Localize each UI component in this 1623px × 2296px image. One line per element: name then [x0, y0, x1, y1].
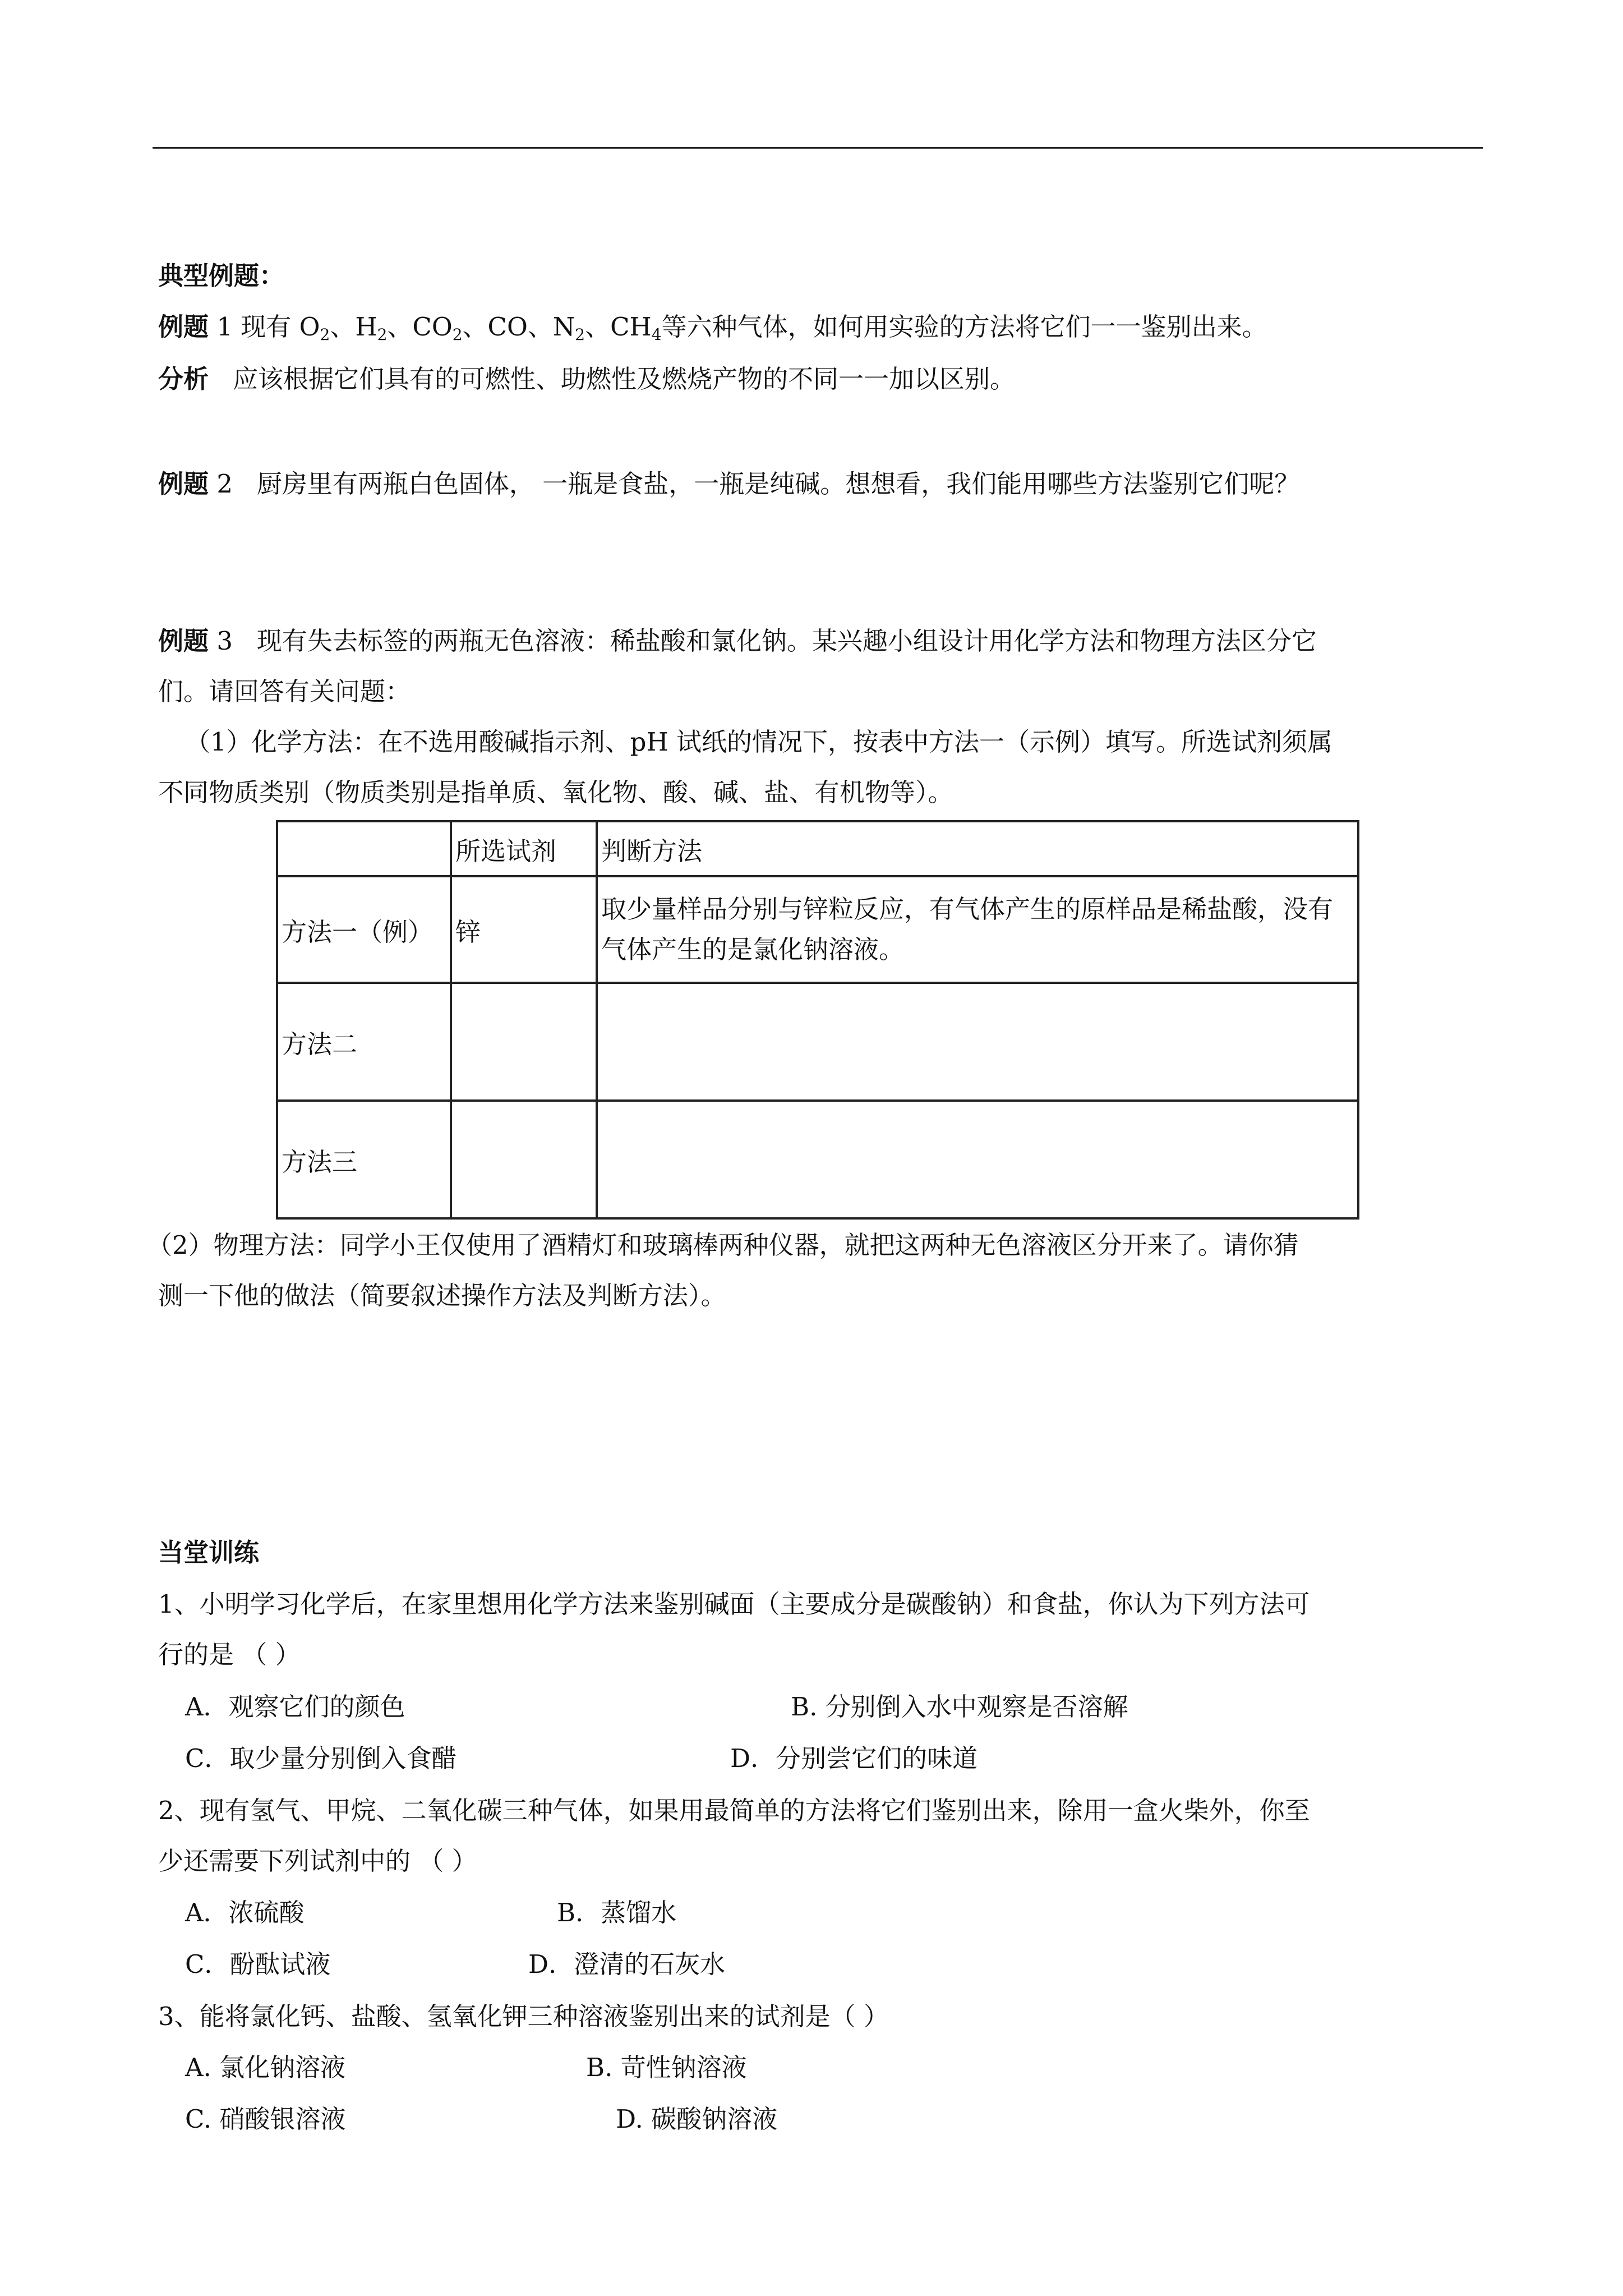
- example-1-text: 等六种气体，如何用实验的方法将它们一一鉴别出来。: [661, 312, 1267, 342]
- example-1-text: 、H: [330, 312, 377, 342]
- sub: 2: [575, 325, 585, 344]
- table-header-row: [277, 821, 1358, 876]
- question-1-option-a: A．观察它们的颜色: [185, 1692, 405, 1722]
- table-cell: 取少量样品分别与锌粒反应，有气体产生的原样品是稀盐酸，没有气体产生的是氯化钠溶液。: [597, 876, 1358, 983]
- table-header-cell: 判断方法: [597, 821, 1358, 876]
- example-3-text-cont: 们。请回答有关问题：: [158, 677, 411, 706]
- question-2-stem: 2、现有氢气、甲烷、二氧化碳三种气体，如果用最简单的方法将它们鉴别出来，除用一盒火柴外，你至: [158, 1796, 1310, 1825]
- table-cell-answer[interactable]: [451, 983, 597, 1101]
- example-3-label: 例题: [158, 626, 209, 656]
- table-cell: 方法三: [277, 1101, 451, 1218]
- question-3-option-d: D. 碳酸钠溶液: [616, 2104, 778, 2134]
- example-1-text: 、CH: [585, 312, 652, 342]
- table-header-cell: [277, 821, 451, 876]
- question-1-option-b: B. 分别倒入水中观察是否溶解: [791, 1692, 1128, 1722]
- question-2-option-b: B．蒸馏水: [557, 1898, 677, 1927]
- table-cell-answer[interactable]: [597, 1101, 1358, 1218]
- sub: 4: [651, 325, 662, 344]
- question-2-option-c: C．酚酞试液: [185, 1949, 331, 1979]
- example-3: [158, 624, 1317, 658]
- example-2-num: 2: [216, 469, 233, 499]
- analysis-text: 应该根据它们具有的可燃性、助燃性及燃烧产物的不同一一加以区别。: [232, 364, 1015, 394]
- example-2-text: 厨房里有两瓶白色固体， 一瓶是食盐，一瓶是纯碱。想想看，我们能用哪些方法鉴别它们呢？: [256, 469, 1300, 499]
- question-1-option-c: C．取少量分别倒入食醋: [185, 1743, 457, 1773]
- table-row: [277, 876, 1358, 983]
- example-2: [158, 467, 1299, 501]
- example-1-num: 1: [216, 312, 233, 342]
- sub: 2: [320, 325, 330, 344]
- question-2-stem-cont: 少还需要下列试剂中的 （ ）: [158, 1846, 477, 1876]
- question-3-option-a: A. 氯化钠溶液: [185, 2053, 346, 2082]
- section-heading-examples: 典型例题：: [158, 261, 285, 291]
- question-3-option-b: B. 苛性钠溶液: [586, 2053, 747, 2082]
- question-1-stem: 1、小明学习化学后，在家里想用化学方法来鉴别碱面（主要成分是碳酸钠）和食盐，你认为下列方法可: [158, 1589, 1310, 1619]
- example-1: [158, 310, 1267, 352]
- question-3-option-c: C. 硝酸银溶液: [185, 2104, 346, 2134]
- table-cell-answer[interactable]: [451, 1101, 597, 1218]
- methods-table: [276, 820, 1359, 1220]
- example-1-text: 、CO: [387, 312, 453, 342]
- table-cell: 锌: [451, 876, 597, 983]
- table-row: [277, 983, 1358, 1101]
- example-3-num: 3: [216, 626, 233, 656]
- question-1-option-d: D．分别尝它们的味道: [730, 1743, 978, 1773]
- example-2-label: 例题: [158, 469, 209, 499]
- example-3-text: 现有失去标签的两瓶无色溶液：稀盐酸和氯化钠。某兴趣小组设计用化学方法和物理方法区分它: [256, 626, 1317, 656]
- table-cell-answer[interactable]: [597, 983, 1358, 1101]
- example-3-part2: （2）物理方法：同学小王仅使用了酒精灯和玻璃棒两种仪器，就把这两种无色溶液区分开来了。请你猜: [147, 1230, 1299, 1260]
- question-1-stem-cont: 行的是 （ ）: [158, 1640, 301, 1669]
- section-heading-practice: 当堂训练: [158, 1538, 260, 1567]
- analysis-label: 分析: [158, 364, 209, 394]
- table-row: [277, 1101, 1358, 1218]
- header-rule: [153, 147, 1483, 149]
- example-1-label: 例题: [158, 312, 209, 342]
- sub: 2: [452, 325, 463, 344]
- example-3-part1-cont: 不同物质类别（物质类别是指单质、氧化物、酸、碱、盐、有机物等）。: [158, 777, 953, 807]
- question-2-option-d: D．澄清的石灰水: [528, 1949, 726, 1979]
- analysis: [158, 362, 1015, 396]
- table-cell: 方法一（例）: [277, 876, 451, 983]
- question-2-option-a: A．浓硫酸: [185, 1898, 305, 1927]
- sub: 2: [377, 325, 388, 344]
- example-3-part2-cont: 测一下他的做法（简要叙述操作方法及判断方法）。: [158, 1281, 726, 1310]
- table-cell: 方法二: [277, 983, 451, 1101]
- question-3-stem: 3、能将氯化钙、盐酸、氢氧化钾三种溶液鉴别出来的试剂是（ ）: [158, 2001, 889, 2031]
- table-header-cell: 所选试剂: [451, 821, 597, 876]
- example-1-text: 现有 O: [232, 312, 320, 342]
- example-1-text: 、CO、N: [462, 312, 575, 342]
- example-3-part1: （1）化学方法：在不选用酸碱指示剂、pH 试纸的情况下，按表中方法一（示例）填写。所选试剂须属: [185, 727, 1332, 757]
